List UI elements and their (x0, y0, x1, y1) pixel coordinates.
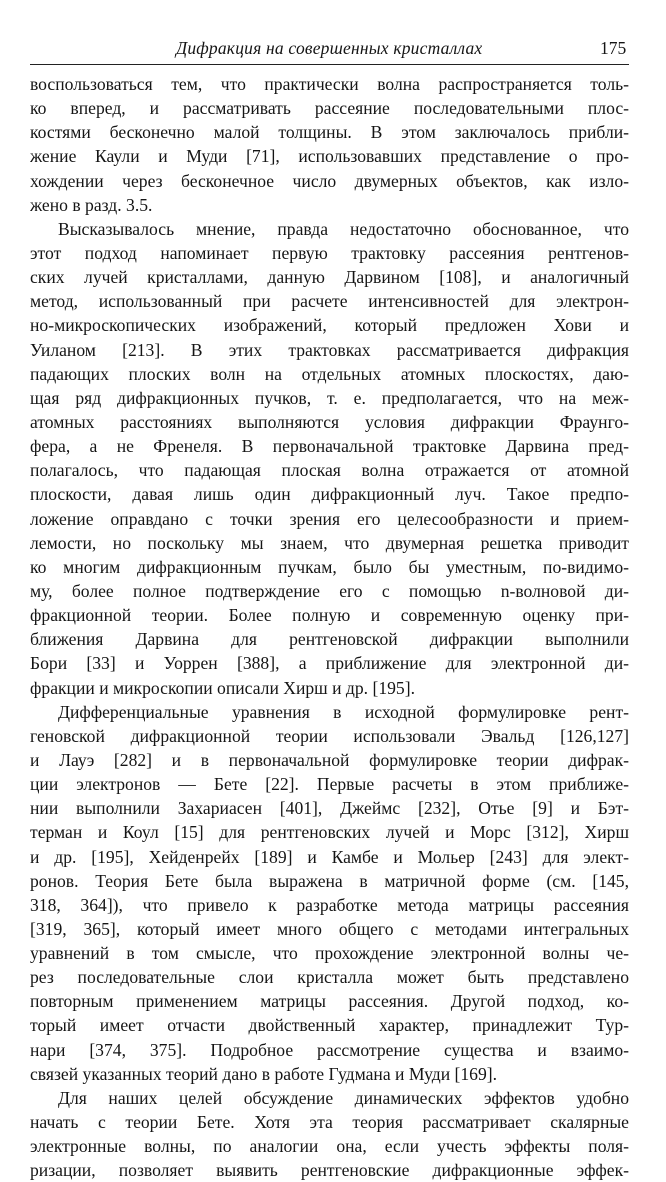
text-line: полагалось, что падающая плоская волна отражается от атомной (30, 460, 629, 481)
text-line: ции электронов — Бете [22]. Первые расчеты в этом приближе- (30, 774, 629, 795)
text-line: но-микроскопических изображений, который предложен Хови и (30, 315, 629, 336)
text-line: фракции и микроскопии описали Хирш и др. [195]. (30, 677, 415, 698)
page-header (0, 38, 666, 62)
text-line: нии выполнили Захариасен [401], Джеймс [232], Отье [9] и Бэт- (30, 798, 629, 819)
header-rule (30, 64, 629, 65)
text-line: и Лауэ [282] и в первоначальной формулировке теории дифрак- (30, 749, 629, 770)
text-line: жено в разд. 3.5. (30, 194, 153, 215)
text-line: жение Каули и Муди [71], использовавших представление о про- (30, 146, 629, 167)
text-line: му, более полное подтверждение его с помощью n-волновой ди- (30, 580, 629, 601)
text-line: фракционной теории. Более полную и современную оценку при- (30, 605, 629, 626)
text-line: Высказывалось мнение, правда недостаточно обоснованное, что (58, 218, 629, 239)
text-line: электронные волны, по аналогии она, если учесть эффекты поля- (30, 1136, 629, 1157)
running-title: Дифракция на совершенных кристаллах (176, 38, 483, 58)
text-line: плоскости, давая лишь один дифракционный луч. Такое предпо- (30, 484, 629, 505)
text-line: атомных расстояниях выполняются условия дифракции Фраунго- (30, 411, 629, 432)
text-line: начать с теории Бете. Хотя эта теория рассматривает скалярные (30, 1112, 629, 1133)
text-line: уравнений в том смысле, что прохождение электронной волны че- (30, 943, 629, 964)
text-line: 318, 364]), что привело к разработке метода матрицы рассеяния (30, 894, 629, 915)
text-line: падающих плоских волн на отдельных атомных плоскостях, даю- (30, 363, 629, 384)
text-line: лемости, но поскольку мы знаем, что двумерная решетка приводит (30, 532, 629, 553)
text-line: ближения Дарвина для рентгеновской дифракции выполнили (30, 629, 629, 650)
text-line: ризации, позволяет выявить рентгеновские дифракционные эффек- (30, 1160, 629, 1181)
text-line: связей указанных теорий дано в работе Гудмана и Муди [169]. (30, 1063, 498, 1084)
text-line: щая ряд дифракционных пучков, т. е. предполагается, что на меж- (30, 387, 629, 408)
page-number: 175 (600, 38, 627, 58)
text-line: ронов. Теория Бете была выражена в матричной форме (см. [145, (30, 870, 629, 891)
text-line: Для наших целей обсуждение динамических эффектов удобно (58, 1087, 629, 1108)
text-line: костями бесконечно малой толщины. В этом заключалось прибли- (30, 122, 629, 143)
text-line: хождении через бесконечное число двумерных объектов, как изло- (30, 170, 629, 191)
text-line: нари [374, 375]. Подробное рассмотрение существа и взаимо- (30, 1039, 629, 1060)
text-line: воспользоваться тем, что практически волна распространяется толь- (30, 74, 629, 94)
body-text (30, 72, 629, 1182)
text-line: и др. [195], Хейденрейх [189] и Камбе и Мольер [243] для элект- (30, 846, 629, 867)
text-line: метод, использованный при расчете интенсивностей для электрон- (30, 291, 629, 312)
text-line: торый имеет отчасти двойственный характер, принадлежит Тур- (30, 1015, 629, 1036)
text-line: терман и Коул [15] для рентгеновских лучей и Морс [312], Хирш (30, 822, 629, 843)
text-line: Дифференциальные уравнения в исходной формулировке рент- (58, 701, 629, 722)
text-line: ских лучей кристаллами, данную Дарвином [108], и аналогичный (30, 267, 629, 288)
text-line: ложение оправдано с точки зрения его целесообразности и прием- (30, 508, 629, 529)
text-line: этот подход напоминает первую трактовку рассеяния рентгенов- (30, 242, 629, 263)
text-line: Уиланом [213]. В этих трактовках рассматривается дифракция (30, 339, 629, 360)
text-line: ко вперед, и рассматривать рассеяние последовательными плос- (30, 98, 629, 119)
text-line: ко многим дифракционным пучкам, было бы уместным, по-видимо- (30, 556, 629, 577)
text-line: рез последовательные слои кристалла может быть представлено (30, 967, 629, 988)
text-line: Бори [33] и Уоррен [388], а приближение для электронной ди- (30, 653, 629, 674)
text-line: фера, а не Френеля. В первоначальной трактовке Дарвина пред- (30, 436, 629, 457)
text-line: геновской дифракционной теории использовали Эвальд [126,127] (30, 725, 629, 746)
text-line: повторным применением матрицы рассеяния. Другой подход, ко- (30, 991, 629, 1012)
text-line: [319, 365], который имеет много общего с методами интегральных (30, 918, 629, 939)
